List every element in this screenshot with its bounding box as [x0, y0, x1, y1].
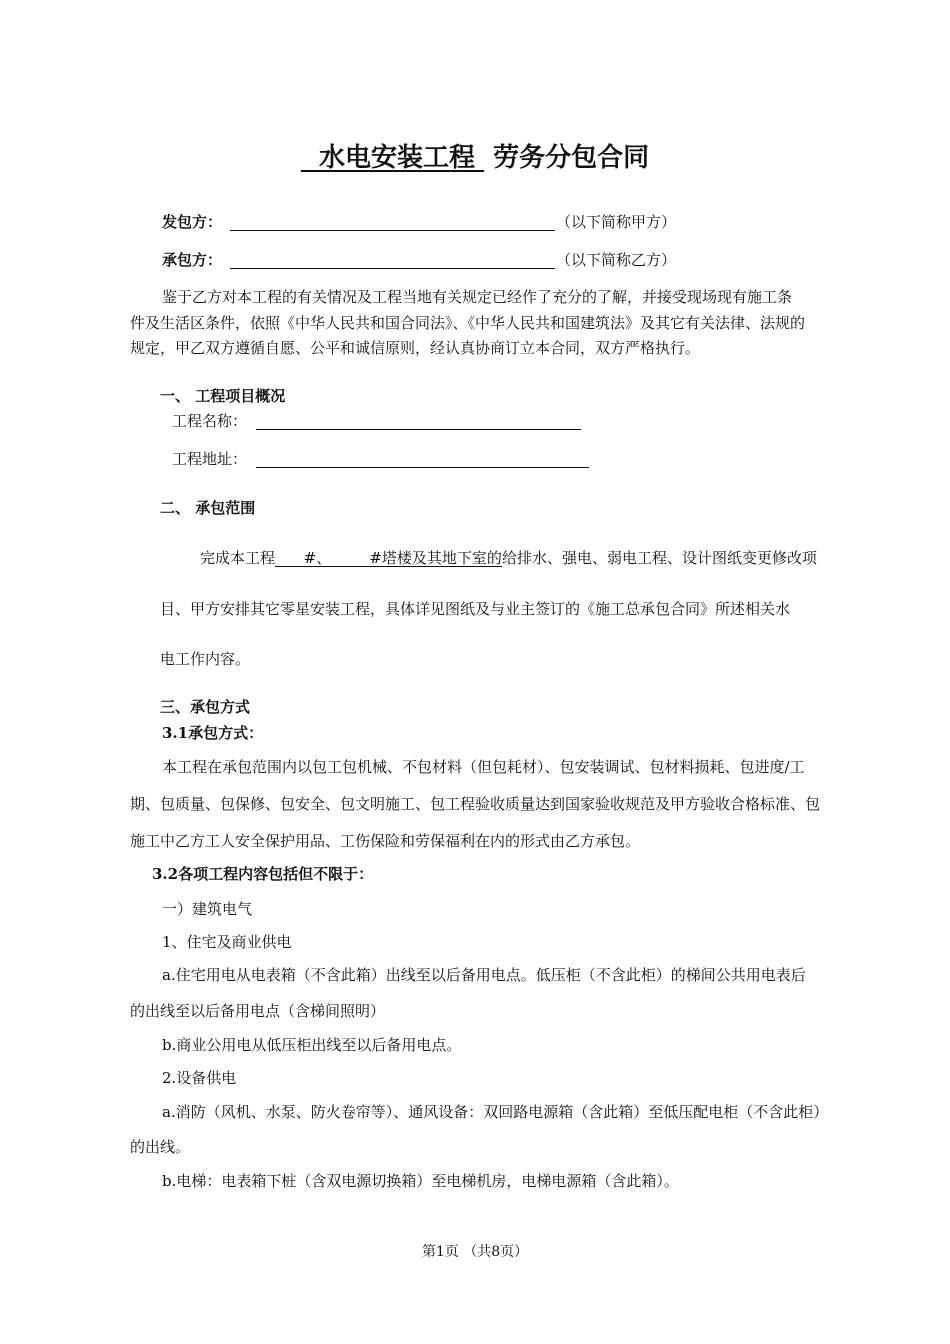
section-heading: 三、承包方式: [160, 698, 251, 716]
party-b-blank: [230, 254, 555, 269]
party-a-label: 发包方：: [162, 213, 223, 231]
body-line: a.消防（风机、水泵、防火卷帘等）、通风设备：双回路电源箱（含此箱）至低压配电柜（不含此柜）: [162, 1103, 829, 1121]
project-address-blank: [256, 453, 589, 468]
item-heading: 1、住宅及商业供电: [162, 933, 292, 951]
preamble-line: 规定，甲乙双方遵循自愿、公平和诚信原则，经认真协商订立本合同，双方严格执行。: [130, 339, 701, 357]
project-address-label: 工程地址：: [172, 450, 248, 468]
preamble-line: 件及生活区条件，依照《中华人民共和国合同法》、《中华人民共和国建筑法》及其它有关法律、法规的: [130, 314, 806, 332]
body-line: b.商业公用电从低压柜出线至以后备用电点。: [162, 1036, 462, 1054]
item-heading: 一）建筑电气: [162, 900, 253, 918]
scope-line: 电工作内容。: [160, 650, 251, 668]
party-a-blank: [230, 216, 555, 231]
scope-line: [200, 548, 817, 568]
scope-text: 完成本工程: [200, 549, 276, 567]
title-part1: 水电安装工程: [318, 143, 475, 173]
body-line: 本工程在承包范围内以包工包机械、不包材料（但包耗材）、包安装调试、包材料损耗、包进度/工: [162, 758, 805, 776]
subsection-heading: 3.2各项工程内容包括但不限于：: [152, 865, 374, 883]
title-part2: 劳务分包合同: [493, 143, 650, 173]
document-title: [0, 140, 950, 176]
body-line: a.住宅用电从电表箱（不含此箱）出线至以后备用电点。低压柜（不含此柜）的梯间公共用电表后: [162, 966, 806, 984]
section-heading: 一、 工程项目概况: [160, 387, 286, 405]
preamble-line: 鉴于乙方对本工程的有关情况及工程当地有关规定已经作了充分的了解，并接受现场现有施工条: [162, 288, 793, 306]
project-name-blank: [256, 415, 581, 430]
party-b-label: 承包方：: [162, 251, 223, 269]
party-a-note: （以下简称甲方）: [556, 213, 677, 231]
subsection-heading: 3.1承包方式：: [162, 724, 264, 742]
section-heading: 二、 承包范围: [160, 499, 256, 517]
scope-line: 目、甲方安排其它零星安装工程，具体详见图纸及与业主签订的《施工总承包合同》所述相关水: [160, 600, 791, 618]
body-line: 施工中乙方工人安全保护用品、工伤保险和劳保福利在内的形式由乙方承包。: [130, 832, 641, 850]
party-b-note: （以下简称乙方）: [556, 251, 677, 269]
page-footer: 第1页 （共8页）: [421, 1244, 529, 1260]
scope-text: 给排水、强电、弱电工程、设计图纸变更修改项: [501, 549, 817, 567]
body-line: 的出线。: [130, 1138, 191, 1156]
body-line: 的出线至以后备用电点（含梯间照明）: [130, 1002, 386, 1020]
scope-blank-text: #、 #塔楼及其地下室的: [303, 549, 502, 567]
body-line: 期、包质量、包保修、包安全、包文明施工、包工程验收质量达到国家验收规范及甲方验收合格标准、包: [130, 795, 821, 813]
item-heading: 2.设备供电: [162, 1069, 237, 1087]
body-line: b.电梯：电表箱下桩（含双电源切换箱）至电梯机房，电梯电源箱（含此箱）。: [162, 1172, 679, 1190]
project-name-label: 工程名称：: [172, 412, 248, 430]
